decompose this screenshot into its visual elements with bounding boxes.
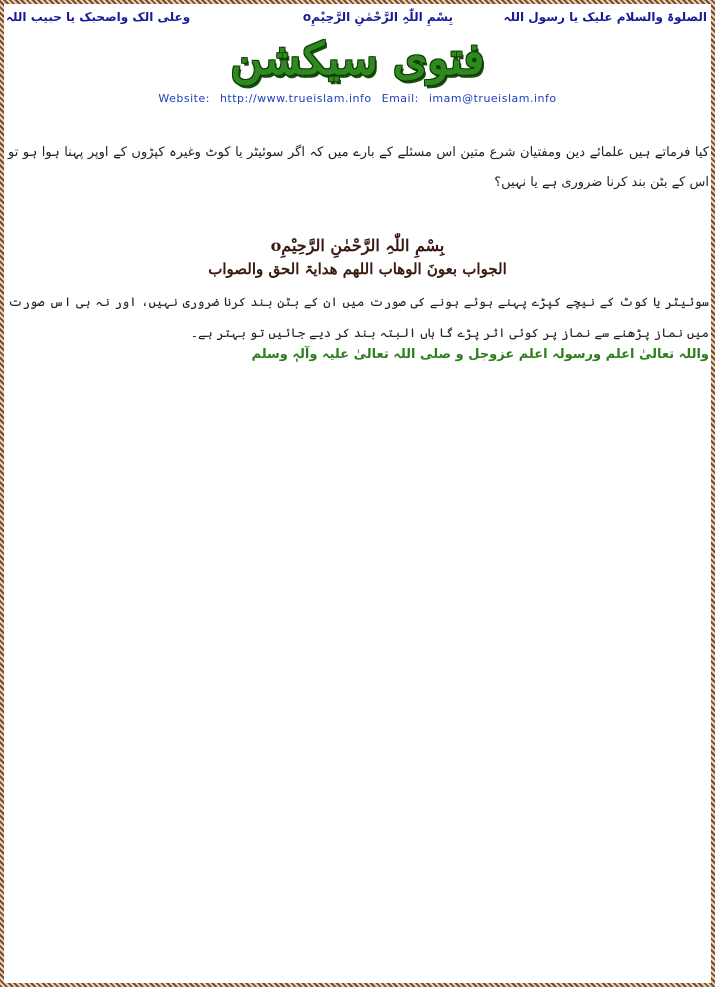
answer-opening: الجواب بعونَ الوھاب اللھم ھدایۃ الحق والصواب (208, 260, 507, 278)
fatwa-page (4, 4, 711, 983)
closing-text: واللہ تعالیٰ اعلم ورسولہ اعلم عزوجل و صلی اللہ تعالیٰ علیہ وآلہٖ وسلم (251, 347, 709, 362)
header-salutation-left: وعلی الک واصحبک یا حبیب اللہ (6, 10, 191, 24)
question-text: کیا فرماتے ہیں علمائے دین ومفتیان شرع متین اس مسئلے کے بارے میں کہ اگر سوئیٹر یا کوٹ وغیرہ کپڑوں کے اوپر پہنا ہوا ہو تو اس کے بٹن بند کرنا ضروری ہے یا نہیں؟ (8, 145, 709, 190)
email-link[interactable]: imam@trueislam.info (428, 92, 557, 105)
answer-text: سوئیٹر یا کوٹ کے نیچے کپڑے پہنے ہوئے ہونے کی صورت میں ان کے بٹن بند کرنا ضروری نہیں، اور نہ ہی اس صورت میں نماز پڑھنے سے نماز پر کوئی اثر پڑے گا ہاں البتہ بند کر دیے جائیں تو بہتر ہے۔ (8, 294, 709, 340)
answer-bismillah: بِسْمِ اللّٰہِ الرَّحْمٰنِ الرَّحِیْمِo (270, 236, 445, 255)
header-salutation-right: الصلوۃ والسلام علیک یا رسول اللہ (503, 10, 707, 24)
email-label: Email: (381, 92, 419, 105)
page-title: فتوی سیکشن (230, 34, 485, 85)
contact-line (4, 92, 711, 105)
website-link[interactable]: http://www.trueislam.info (219, 92, 372, 105)
header-line (4, 10, 711, 28)
website-label: Website: (158, 92, 210, 105)
header-bismillah: بِسْمِ اللّٰہِ الرَّحْمٰنِ الرَّحِیْمِo (302, 10, 453, 24)
